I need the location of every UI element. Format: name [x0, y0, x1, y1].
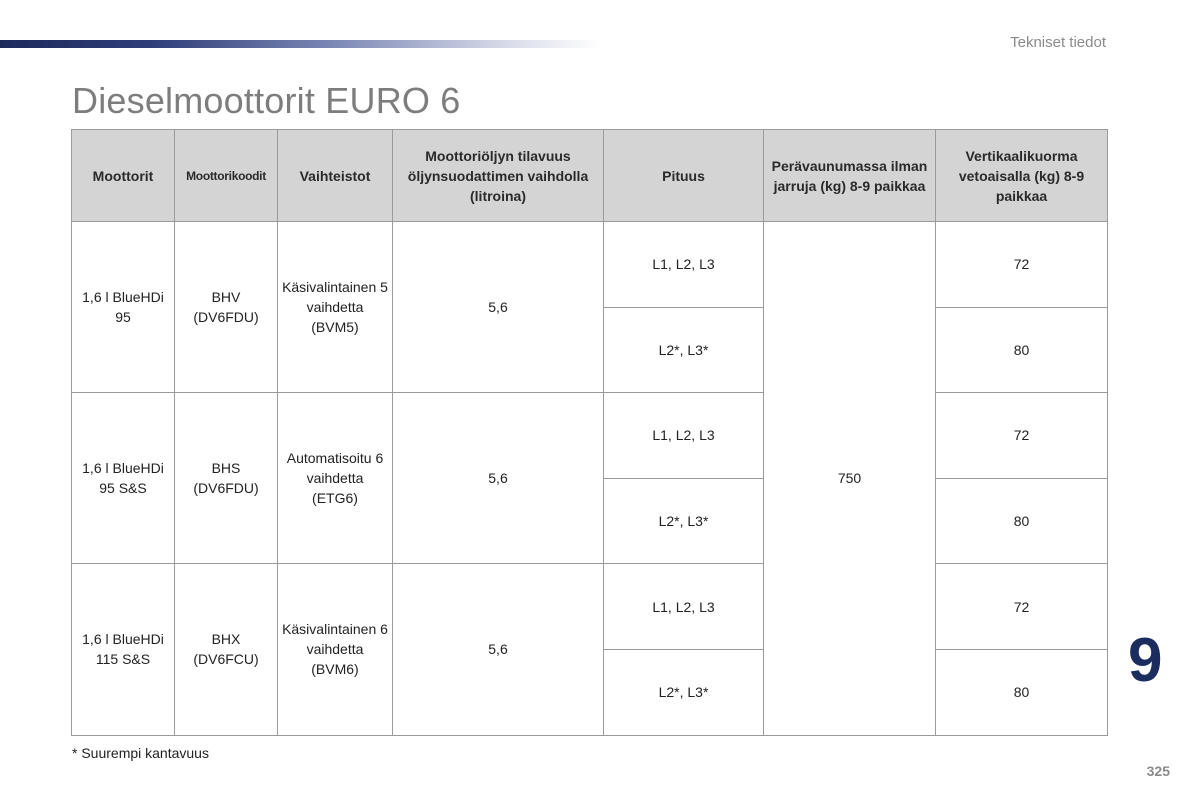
vertical-load-cell: 80 — [936, 307, 1108, 393]
footnote: * Suurempi kantavuus — [72, 745, 209, 761]
engine-cell: 1,6 l BlueHDi 115 S&S — [72, 564, 175, 735]
gearbox-cell: Automatisoitu 6 vaihdetta (ETG6) — [278, 393, 393, 564]
vertical-load-cell: 72 — [936, 564, 1108, 650]
column-header: Perävaunumassa ilman jarruja (kg) 8-9 paikkaa — [764, 130, 936, 222]
length-cell: L1, L2, L3 — [604, 222, 764, 308]
column-header: Moottorikoodit — [175, 130, 278, 222]
oil-capacity-cell: 5,6 — [393, 393, 604, 564]
engine-code-cell: BHS (DV6FDU) — [175, 393, 278, 564]
length-cell: L1, L2, L3 — [604, 393, 764, 479]
vertical-load-cell: 72 — [936, 393, 1108, 479]
oil-capacity-cell: 5,6 — [393, 222, 604, 393]
table-row — [72, 393, 1108, 479]
table-header-row — [72, 130, 1108, 222]
engine-cell: 1,6 l BlueHDi 95 S&S — [72, 393, 175, 564]
length-cell: L1, L2, L3 — [604, 564, 764, 650]
length-cell: L2*, L3* — [604, 307, 764, 393]
column-header: Vertikaalikuorma vetoaisalla (kg) 8-9 paikkaa — [936, 130, 1108, 222]
gearbox-cell: Käsivalintainen 5 vaihdetta (BVM5) — [278, 222, 393, 393]
vertical-load-cell: 80 — [936, 478, 1108, 564]
column-header: Vaihteistot — [278, 130, 393, 222]
oil-capacity-cell: 5,6 — [393, 564, 604, 735]
length-cell: L2*, L3* — [604, 649, 764, 735]
trailer-mass-cell: 750 — [764, 222, 936, 736]
table-row — [72, 222, 1108, 308]
page-title: Dieselmoottorit EURO 6 — [72, 80, 461, 121]
vertical-load-cell: 72 — [936, 222, 1108, 308]
engine-spec-table — [71, 129, 1108, 736]
column-header: Moottoriöljyn tilavuus öljynsuodattimen vaihdolla (litroina) — [393, 130, 604, 222]
vertical-load-cell: 80 — [936, 649, 1108, 735]
length-cell: L2*, L3* — [604, 478, 764, 564]
engine-code-cell: BHV (DV6FDU) — [175, 222, 278, 393]
column-header: Pituus — [604, 130, 764, 222]
engine-code-cell: BHX (DV6FCU) — [175, 564, 278, 735]
table-row — [72, 564, 1108, 650]
column-header: Moottorit — [72, 130, 175, 222]
engine-cell: 1,6 l BlueHDi 95 — [72, 222, 175, 393]
gearbox-cell: Käsivalintainen 6 vaihdetta (BVM6) — [278, 564, 393, 735]
header-accent-bar — [0, 40, 600, 48]
section-label: Tekniset tiedot — [1010, 34, 1106, 51]
chapter-number: 9 — [1128, 626, 1163, 695]
page-number: 325 — [1146, 763, 1170, 779]
